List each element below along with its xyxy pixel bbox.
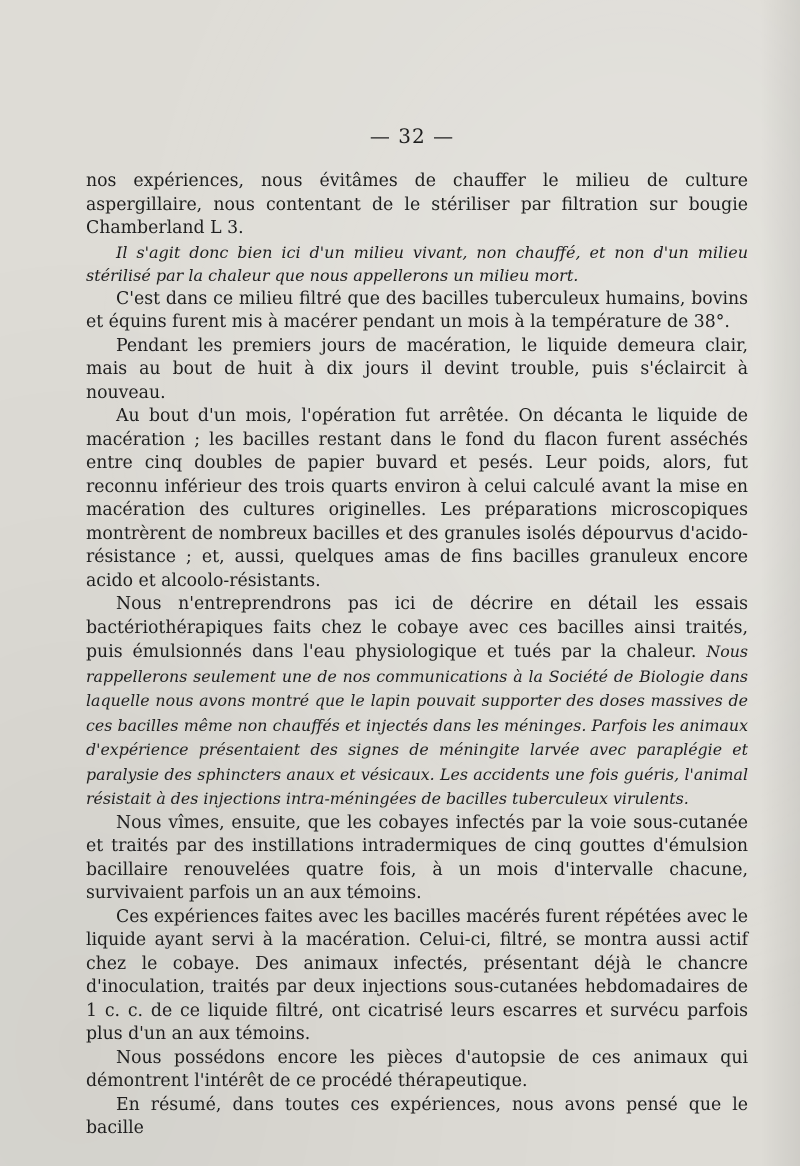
paragraph-4: Pendant les premiers jours de macération, le liquide demeura clair, mais au bout de huit à dix jours il devint trouble, puis s'éclaircit à nouveau. [86, 335, 748, 403]
paragraph-7: Nous vîmes, ensuite, que les cobayes infectés par la voie sous-cutanée et traités par des instillations intradermiques de cinq gouttes d'émulsion bacillaire renouvelées quatre fois, à un mois d'intervalle chacune, survivaient parfois un an aux témoins. [86, 812, 748, 903]
page-edge-shadow [760, 0, 800, 1166]
paragraph-1: nos expériences, nous évitâmes de chauffer le milieu de culture aspergillaire, nous contentant de le stériliser par filtration sur bougie Chamberland L 3. [86, 171, 748, 238]
paragraph-2-italic: Il s'agit donc bien ici d'un milieu vivant, non chauffé, et non d'un milieu stérilisé par la chaleur que nous appellerons un milieu mort. [86, 242, 748, 285]
body-text [86, 170, 748, 1141]
paragraph-6-italic: Nous rappellerons seulement une de nos communications à la Société de Biologie dans laquelle nous avons montré que le lapin pouvait supporter des doses massives de ces bacilles même non chauffés et injectés dans les méninges. Parfois les animaux d'expérience présentaient des signes de méningite larvée avec paraplégie et paralysie des sphincters anaux et vésicaux. Les accidents une fois guéris, l'animal résistait à des injections intra-méningées de bacilles tuberculeux virulents. [86, 642, 748, 808]
paragraph-5: Au bout d'un mois, l'opération fut arrêtée. On décanta le liquide de macération ; les bacilles restant dans le fond du flacon furent asséchés entre cinq doubles de papier buvard et pesés. Leur poids, alors, fut reconnu inférieur des trois quarts environ à celui calculé avant la mise en macération des cultures originelles. Les préparations microscopiques montrèrent de nombreux bacilles et des granules isolés dépourvus d'acido-résistance ; et, aussi, quelques amas de fins bacilles granuleux encore acido et alcoolo-résistants. [86, 406, 748, 591]
paragraph-9: Nous possédons encore les pièces d'autopsie de ces animaux qui démontrent l'intérêt de ce procédé thérapeutique. [86, 1047, 748, 1091]
paragraph-3: C'est dans ce milieu filtré que des bacilles tuberculeux humains, bovins et équins furent mis à macérer pendant un mois à la température de 38°. [86, 288, 748, 332]
paragraph-10: En résumé, dans toutes ces expériences, nous avons pensé que le bacille [86, 1094, 748, 1138]
paragraph-6-roman: Nous n'entreprendrons pas ici de décrire en détail les essais bactériothérapiques faits chez le cobaye avec ces bacilles ainsi traités, puis émulsionnés dans l'eau physiologique et tués par la chaleur. [86, 594, 748, 662]
paragraph-8: Ces expériences faites avec les bacilles macérés furent répétées avec le liquide ayant servi à la macération. Celui-ci, filtré, se montra aussi actif chez le cobaye. Des animaux infectés, présentant déjà le chancre d'inoculation, traités par deux injections sous-cutanées hebdomadaires de 1 c. c. de ce liquide filtré, ont cicatrisé leurs escarres et survécu parfois plus d'un an aux témoins. [86, 906, 748, 1044]
page-number: — 32 — [369, 124, 455, 148]
paragraph-6 [86, 593, 748, 812]
